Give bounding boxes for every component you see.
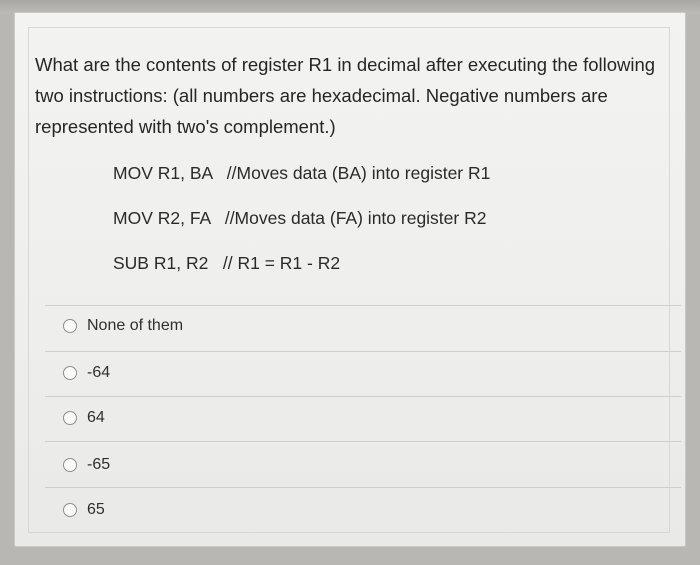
code-line-2: MOV R2, FA //Moves data (FA) into register R2 [113,208,487,228]
answer-option[interactable] [63,407,105,429]
radio-button-icon[interactable] [63,458,77,472]
question-line-2: two instructions: (all numbers are hexadecimal. Negative numbers are [35,85,608,106]
option-label: -65 [87,456,111,473]
question-line-3: represented with two's complement.) [35,116,336,137]
option-label: None of them [87,317,184,334]
code-line-3: SUB R1, R2 // R1 = R1 - R2 [113,253,341,273]
answer-option[interactable] [63,362,110,384]
radio-button-icon[interactable] [63,411,77,425]
radio-button-icon[interactable] [63,319,77,333]
radio-button-icon[interactable] [63,366,77,380]
answer-option[interactable] [63,454,110,476]
option-label: 64 [87,409,105,426]
answer-option[interactable] [63,315,183,337]
divider [45,396,681,397]
divider [45,305,681,306]
divider [45,441,681,442]
question-line-1: What are the contents of register R1 in decimal after executing the following [35,54,656,75]
divider [45,351,681,352]
option-label: 65 [87,501,105,518]
question-card [14,12,686,547]
code-line-1: MOV R1, BA //Moves data (BA) into register R1 [113,163,491,183]
option-label: -64 [87,364,111,381]
answer-option[interactable] [63,499,105,521]
question-text [35,49,675,142]
divider [45,487,681,488]
radio-button-icon[interactable] [63,503,77,517]
